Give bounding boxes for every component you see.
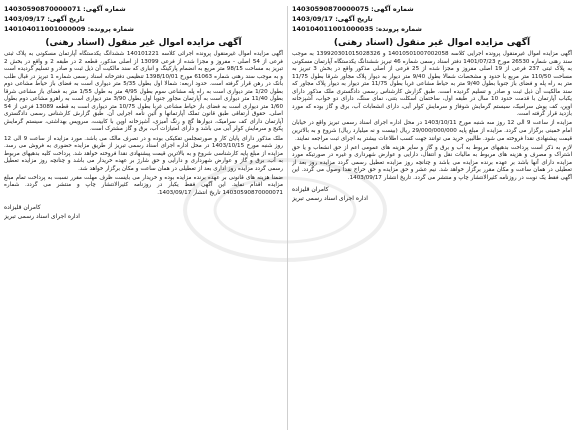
issuing-office: اداره اجرای اسناد رسمی تبریز	[292, 195, 368, 203]
file-number: شماره پرونده: 140104011001000035	[292, 25, 422, 33]
notice-paragraph: آگهی مزایده اموال غیرمنقول پرونده اجرائی کلاسه 140101221 ششدانگ یکدستگاه آپارتمان مسکونی به پلاک ثبتی فرعی از 54 اصلی - مفروز و مجزا شده از فرعی 13099 از اصلی مذکور، قطعه 2 در طبقه 2 و واقع در بخش 2 تبریز به مساحت 98/15 متر مربع به انضمام پارکینگ و انباری که سند مالکیت آن ذیل ثبت و صادر و تسلیم گردیده است و به موجب سند رهنی شماره 61063 مورخ 1398/10/01 تنظیمی دفترخانه اسناد رسمی شماره 1 تبریز در قبال طلب بانک در رهن قرار گرفته است. حدود اربعه: شمالا اول بطول 5/35 متر دیواری است به فضای باز حیاط مشاعی دوم بطول 1/20 متر دیواری است به راه پله مشاعی سوم بطول 4/95 متر به طول 1/55 متر به فضای باز مشاعی شرقا بطول 11/40 متر دیواری است به آپارتمان مجاور جنوبا اول بطول 3/90 متر دیواری است به راهرو مشاعی دوم بطول 1/60 متر دیواری است به فضای باز حیاط مشاعی غربا بطول 10/75 متر دیواری است به قطعه 13089 فرعی از 54 اصلی. حقوق ارتفاقی طبق قانون تملک آپارتمانها و آئین نامه اجرایی آن. طبق گزارش کارشناس رسمی دادگستری آپارتمان دارای کف سرامیک، دیوارها گچ و رنگ آمیزی، آشپزخانه اوپن با کابینت، سرویس بهداشتی، سیستم گرمایش پکیج و سرمایش کولر آبی می باشد و دارای امتیازات آب، برق و گاز مشترک است.	[4, 51, 283, 133]
notice-paragraph: مزایده از ساعت 9 الی 12 روز سه شنبه مورخ 1403/10/11 در محل اداره اجرای اسناد رسمی تبریز واقع در خیابان امام خمینی برگزار می گردد. مزایده از مبلغ پایه 29/000/000/000 ریال (بیست و نه میلیارد ریال) شروع و به بالاترین قیمت پیشنهادی نقدا فروخته می شود. طالبین خرید می توانند جهت کسب اطلاعات بیشتر به اجرای ثبت مراجعه نمایند.	[292, 120, 572, 142]
notice-body	[292, 51, 572, 182]
ad-number: شماره آگهی: 14030590870000071	[4, 5, 126, 13]
ad-date: تاریخ آگهی: 1403/09/17	[4, 15, 85, 23]
notice-title: آگهی مزایده اموال غیر منقول (اسناد رهنی)	[333, 38, 531, 48]
notice-footer	[292, 185, 572, 203]
file-number: شماره پرونده: 140104011001000009	[4, 25, 134, 33]
column-divider	[287, 6, 288, 430]
notice-paragraph: لازم به ذکر است پرداخت بدهیهای مربوط به آب و برق و گاز و سایر هزینه های عمومی اعم از حق انشعاب و یا حق اشتراک و مصرف و هزینه های مربوط به مالیات نقل و انتقال، دارایی و عوارض شهرداری و غیره در صورتیکه مورد مزایده دارای آنها باشد بر عهده برنده مزایده می باشد و چنانچه روز مزایده تعطیل رسمی گردد مزایده روز بعد از تعطیلی در همان ساعت و مکان مقرر برگزار خواهد شد. نیم عشر و حق مزایده و حق حراج نقدا وصول می گردد. این آگهی فقط یک نوبت در روزنامه کثیرالانتشار چاپ و منتشر می گردد. تاریخ انتشار 1403/09/17.	[292, 144, 572, 181]
ad-date: تاریخ آگهی: 1403/09/17	[292, 15, 373, 23]
notice-paragraph: ضمنا هزینه های قانونی بر عهده برنده مزایده بوده و خریدار می بایست ظرف مهلت مقرر نسبت به پرداخت تمام مبلغ مزایده اقدام نماید. این آگهی فقط یکبار در روزنامه کثیرالانتشار چاپ و منتشر می گردد. شماره 14030590870000071 تاریخ انتشار 1403/09/17.	[4, 174, 283, 196]
signatory-name: کامران قلیزاده	[292, 186, 329, 194]
notice-paragraph: آگهی مزایده اموال غیرمنقول پرونده اجرایی کلاسه 14010501007002058 و 139920301015028326 به موجب سند رهنی شماره 26530 مورخ 1401/07/23 دفتر اسناد رسمی شماره 46 تبریز ششدانگ یکدستگاه آپارتمان مسکونی به پلاک ثبتی 237 فرعی از 19 اصلی مفروز و مجزا شده از 25 فرعی از اصلی مذکور واقع در بخش 3 تبریز به مساحت 110/50 متر مربع با حدود و مشخصات شمالا بطول 9/40 متر دیوار به دیوار پلاک مجاور شرقا بطول 11/75 متر به راه پله و فضای باز جنوبا بطول 9/40 متر به حیاط مشاعی غربا بطول 11/75 متر دیوار به دیوار پلاک مجاور که سند مالکیت آن ذیل ثبت و صادر و تسلیم گردیده است. طبق گزارش کارشناس رسمی دادگستری ملک مذکور دارای یکباب آپارتمان با قدمت حدود 10 سال در طبقه اول، ساختمان اسکلت بتنی، نمای سنگ، دارای دو خواب، آشپزخانه اوپن، کف پوش سرامیک، سیستم گرمایش شوفاژ و سرمایش کولر آبی، دارای انشعابات آب، برق و گاز بوده که مورد بازدید قرار گرفته است.	[292, 51, 572, 118]
right-notice	[292, 4, 572, 432]
left-notice	[4, 4, 283, 432]
notice-title: آگهی مزایده اموال غیر منقول (اسناد رهنی)	[45, 38, 242, 48]
notice-footer	[4, 203, 283, 221]
issuing-office: اداره اجرای اسناد رسمی تبریز	[4, 213, 80, 221]
right-notice-meta	[292, 4, 572, 34]
ad-number: شماره آگهی: 14030590870000075	[292, 5, 414, 13]
left-notice-meta	[4, 4, 283, 34]
signatory-name: کامران قلیزاده	[4, 204, 41, 212]
notice-body	[4, 51, 283, 197]
notice-paragraph: ملک مذکور دارای پایان کار و صورتمجلس تفکیکی بوده و در تصرف مالک می باشد. مورد مزایده از ساعت 9 الی 12 روز شنبه مورخ 1403/10/15 در محل اداره اجرای اسناد رسمی تبریز از طریق مزایده حضوری به فروش می رسد. مزایده از مبلغ پایه کارشناسی شروع و به بالاترین قیمت پیشنهادی نقدا فروخته خواهد شد. پرداخت کلیه بدهیهای مربوط به آب، برق و گاز و عوارض شهرداری و دارایی و حق شارژ بر عهده خریدار می باشد و چنانچه روز مزایده تعطیل رسمی گردد مزایده روز اداری بعد از تعطیلی در همان ساعت و مکان برگزار خواهد شد.	[4, 135, 283, 172]
